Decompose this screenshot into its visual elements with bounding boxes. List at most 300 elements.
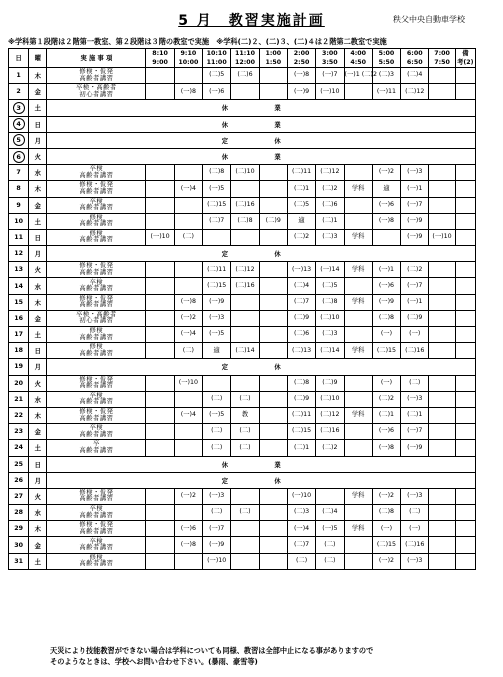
schedule-cell [146, 213, 174, 229]
schedule-cell: (二)11 [287, 165, 315, 181]
schedule-cell [344, 375, 372, 391]
time-end: 5:50 [378, 59, 395, 66]
table-row [9, 440, 476, 456]
schedule-cell [429, 553, 455, 569]
header-time-slot [401, 49, 429, 68]
header-time-slot [316, 49, 344, 68]
schedule-cell: (二)12 [316, 165, 344, 181]
schedule-cell: (一)1 [401, 294, 429, 310]
schedule-cell [203, 229, 231, 245]
schedule-cell: (二) [231, 391, 259, 407]
schedule-cell [231, 521, 259, 537]
schedule-cell: (一)7 [401, 197, 429, 213]
row-date: 23 [9, 424, 29, 440]
plan-line: 卒検 [89, 391, 104, 399]
plan-line: 高齢者講習 [79, 382, 114, 390]
schedule-cell: (二)1 [401, 407, 429, 423]
schedule-cell [455, 407, 475, 423]
schedule-cell: (二) [231, 505, 259, 521]
row-weekday: 月 [29, 359, 47, 375]
schedule-cell: (二)2 [372, 391, 400, 407]
schedule-cell: (二)3 [316, 229, 344, 245]
schedule-cell: (一)8 [372, 213, 400, 229]
row-date: 27 [9, 488, 29, 504]
header-time-slot [372, 49, 400, 68]
row-weekday: 火 [29, 488, 47, 504]
row-plan [47, 521, 146, 537]
schedule-cell: (二)7 [203, 213, 231, 229]
table-row [9, 310, 476, 326]
row-plan [47, 229, 146, 245]
plan-line: 高齢者講習 [79, 527, 114, 535]
table-row [9, 165, 476, 181]
schedule-cell [259, 294, 287, 310]
schedule-cell: 学科 [344, 262, 372, 278]
row-weekday: 金 [29, 424, 47, 440]
schedule-cell: (一)11 [372, 84, 400, 100]
schedule-cell [231, 553, 259, 569]
schedule-cell [455, 343, 475, 359]
schedule-cell [259, 537, 287, 553]
table-row [9, 213, 476, 229]
table-row [9, 488, 476, 504]
schedule-cell [174, 391, 202, 407]
plan-line: 高齢者講習 [79, 301, 114, 309]
plan-line: 修検 [89, 327, 104, 335]
time-start: 1:00 [265, 50, 282, 57]
plan-line: 修検 [89, 213, 104, 221]
row-plan [47, 327, 146, 343]
schedule-cell: (一)9 [203, 537, 231, 553]
schedule-cell: (一)8 [174, 537, 202, 553]
schedule-cell [429, 294, 455, 310]
table-row [9, 359, 476, 375]
row-date: 19 [9, 359, 29, 375]
row-plan [47, 505, 146, 521]
schedule-cell [259, 391, 287, 407]
table-row [9, 343, 476, 359]
schedule-cell [344, 424, 372, 440]
table-row [9, 116, 476, 132]
schedule-cell: (二)8 [372, 310, 400, 326]
schedule-cell [174, 262, 202, 278]
schedule-cell: (二)1 [287, 440, 315, 456]
schedule-cell: (二)2 [316, 440, 344, 456]
schedule-cell: (二)16 [231, 197, 259, 213]
schedule-cell: (一)2 [174, 310, 202, 326]
schedule-cell [174, 213, 202, 229]
row-date: 22 [9, 407, 29, 423]
schedule-cell: (二)10 [316, 391, 344, 407]
table-row [9, 84, 476, 100]
holiday-label: 休 業 [47, 148, 476, 164]
time-end: 6:50 [406, 59, 423, 66]
row-weekday: 土 [29, 440, 47, 456]
row-date [9, 116, 29, 132]
row-weekday: 月 [29, 132, 47, 148]
row-plan [47, 440, 146, 456]
table-row [9, 262, 476, 278]
header-time-slot [259, 49, 287, 68]
plan-line: 卒検 [89, 197, 104, 205]
schedule-cell: (一)2 [174, 488, 202, 504]
schedule-cell [174, 68, 202, 84]
row-weekday: 日 [29, 456, 47, 472]
time-start: 8:10 [152, 50, 168, 57]
row-weekday: 火 [29, 262, 47, 278]
schedule-cell: (一)3 [401, 391, 429, 407]
schedule-cell: (二) [401, 375, 429, 391]
schedule-cell: (一) [401, 521, 429, 537]
schedule-cell: (二)8 [372, 505, 400, 521]
schedule-cell: (一)7 [401, 278, 429, 294]
schedule-cell: (二)6 [287, 327, 315, 343]
schedule-cell [174, 424, 202, 440]
schedule-cell [455, 424, 475, 440]
table-row [9, 148, 476, 164]
row-plan [47, 375, 146, 391]
schedule-cell [174, 165, 202, 181]
schedule-cell [344, 165, 372, 181]
schedule-cell [146, 84, 174, 100]
time-start: 10:10 [206, 50, 227, 57]
schedule-cell [455, 537, 475, 553]
schedule-cell [259, 197, 287, 213]
schedule-cell [231, 310, 259, 326]
plan-line: 高齢者講習 [79, 333, 114, 341]
schedule-cell [259, 407, 287, 423]
time-start: 9:10 [180, 50, 197, 57]
schedule-cell: (一)7 [316, 68, 344, 84]
row-date: 26 [9, 472, 29, 488]
table-row [9, 521, 476, 537]
row-date: 20 [9, 375, 29, 391]
schedule-cell: (一)5 [203, 327, 231, 343]
schedule-cell: (一)10 [146, 229, 174, 245]
row-date: 29 [9, 521, 29, 537]
schedule-cell [231, 294, 259, 310]
row-weekday: 金 [29, 537, 47, 553]
schedule-cell: (二)14 [316, 343, 344, 359]
schedule-cell: (二)9 [316, 375, 344, 391]
schedule-cell [455, 68, 475, 84]
schedule-cell: (一)10 [287, 488, 315, 504]
time-start: 2:00 [293, 50, 310, 57]
plan-line: 高齢者講習 [79, 268, 114, 276]
row-weekday: 日 [29, 116, 47, 132]
plan-line: 修検・仮発 [79, 408, 114, 416]
plan-line: 高齢者講習 [79, 74, 114, 82]
schedule-cell: (二)6 [316, 197, 344, 213]
schedule-cell [146, 165, 174, 181]
plan-line: 高齢者講習 [79, 398, 114, 406]
row-date: 15 [9, 294, 29, 310]
schedule-cell: (二)6 [231, 68, 259, 84]
schedule-cell [429, 327, 455, 343]
footer-note [50, 645, 373, 667]
schedule-cell [146, 424, 174, 440]
schedule-cell: (一)5 [316, 521, 344, 537]
schedule-cell [455, 294, 475, 310]
plan-line: 高齢者講習 [79, 495, 114, 503]
schedule-cell [455, 181, 475, 197]
schedule-cell: (二)16 [401, 343, 429, 359]
schedule-cell: (二) [287, 553, 315, 569]
schedule-cell [455, 553, 475, 569]
schedule-cell: (二)12 [316, 407, 344, 423]
schedule-cell: (一)7 [203, 521, 231, 537]
table-row [9, 294, 476, 310]
schedule-cell: (二)3 [287, 505, 315, 521]
schedule-cell [429, 343, 455, 359]
schedule-cell: (二)12 [401, 84, 429, 100]
schedule-cell: (二)11 [287, 407, 315, 423]
schedule-cell: (二)8 [316, 294, 344, 310]
schedule-cell [259, 278, 287, 294]
schedule-cell: (一)7 [401, 424, 429, 440]
schedule-cell [146, 553, 174, 569]
schedule-cell: (二) [231, 424, 259, 440]
row-weekday: 水 [29, 391, 47, 407]
schedule-cell [455, 310, 475, 326]
row-date [9, 132, 29, 148]
row-weekday: 水 [29, 505, 47, 521]
schedule-cell: (一)8 [287, 68, 315, 84]
schedule-cell: (二)4 [401, 68, 429, 84]
row-plan [47, 537, 146, 553]
plan-line: 高齢者講習 [79, 511, 114, 519]
time-start: 6:00 [406, 50, 423, 57]
schedule-cell: (二)9 [401, 310, 429, 326]
header-time-slot [231, 49, 259, 68]
schedule-cell [259, 553, 287, 569]
schedule-cell [429, 424, 455, 440]
row-plan [47, 294, 146, 310]
schedule-cell [146, 343, 174, 359]
schedule-cell [429, 213, 455, 229]
row-weekday: 月 [29, 472, 47, 488]
time-start: 5:00 [378, 50, 395, 57]
schedule-cell [203, 375, 231, 391]
schedule-cell [344, 440, 372, 456]
row-weekday: 土 [29, 553, 47, 569]
row-date: 11 [9, 229, 29, 245]
schedule-cell: (一) [372, 521, 400, 537]
header-row [9, 49, 476, 68]
table-row [9, 68, 476, 84]
schedule-cell: (二)15 [287, 424, 315, 440]
schedule-cell: (一)4 [174, 407, 202, 423]
time-end: 9:00 [152, 59, 168, 66]
schedule-cell [455, 165, 475, 181]
schedule-cell: (二)4 [287, 278, 315, 294]
plan-line: 卒検 [89, 165, 104, 173]
schedule-cell: 学科 [344, 181, 372, 197]
schedule-cell: (一)4 [174, 181, 202, 197]
row-date: 25 [9, 456, 29, 472]
row-weekday: 火 [29, 148, 47, 164]
schedule-cell: (一)10 [316, 84, 344, 100]
schedule-cell: (二)9 [287, 310, 315, 326]
schedule-cell: (二) [203, 440, 231, 456]
schedule-cell [455, 375, 475, 391]
schedule-cell: (一)9 [401, 213, 429, 229]
plan-line: 高齢者講習 [79, 560, 114, 568]
row-plan [47, 310, 146, 326]
holiday-label: 定 休 [47, 472, 476, 488]
plan-line: 修検・仮発 [79, 181, 114, 189]
schedule-cell: (二)15 [372, 537, 400, 553]
row-weekday: 日 [29, 343, 47, 359]
table-row [9, 132, 476, 148]
time-end: 3:50 [322, 59, 338, 66]
row-plan [47, 181, 146, 197]
table-row [9, 553, 476, 569]
schedule-cell: (二)1 [372, 407, 400, 423]
time-end: 2:50 [293, 59, 310, 66]
schedule-cell: 学科 [344, 407, 372, 423]
plan-line: 卒 [93, 440, 100, 448]
schedule-cell: (二)5 [203, 68, 231, 84]
row-plan [47, 197, 146, 213]
table-row [9, 391, 476, 407]
holiday-label: 定 休 [47, 132, 476, 148]
table-row [9, 197, 476, 213]
table-row [9, 456, 476, 472]
plan-line: 卒検・高齢者 [76, 84, 117, 92]
schedule-cell: (一) [401, 327, 429, 343]
plan-line: 高齢者講習 [79, 544, 114, 552]
row-plan [47, 391, 146, 407]
schedule-cell [259, 165, 287, 181]
time-end: 12:00 [234, 59, 255, 66]
schedule-cell [259, 440, 287, 456]
schedule-cell: (二)8 [203, 165, 231, 181]
schedule-cell: (一)6 [372, 424, 400, 440]
row-weekday: 金 [29, 84, 47, 100]
schedule-cell [231, 488, 259, 504]
schedule-cell: (一)5 [203, 407, 231, 423]
holiday-label: 休 業 [47, 456, 476, 472]
plan-line: 修検・仮発 [79, 488, 114, 496]
schedule-cell: (一)1 [372, 262, 400, 278]
schedule-cell [429, 197, 455, 213]
row-weekday: 日 [29, 229, 47, 245]
row-plan [47, 407, 146, 423]
schedule-cell [344, 84, 372, 100]
row-weekday: 火 [29, 375, 47, 391]
schedule-table [8, 48, 476, 570]
schedule-cell: (二)16 [401, 537, 429, 553]
schedule-cell: 適 [287, 213, 315, 229]
time-start: 備 [462, 50, 469, 57]
schedule-cell [344, 197, 372, 213]
schedule-cell: (二)12 [231, 262, 259, 278]
plan-line: 卒検 [89, 424, 104, 432]
plan-line: 卒検 [89, 537, 104, 545]
row-plan [47, 84, 146, 100]
schedule-cell [146, 407, 174, 423]
row-weekday: 金 [29, 197, 47, 213]
schedule-cell [455, 262, 475, 278]
row-weekday: 水 [29, 278, 47, 294]
schedule-cell [372, 229, 400, 245]
plan-line: 修検 [89, 553, 104, 561]
table-row [9, 100, 476, 116]
schedule-cell [146, 505, 174, 521]
schedule-cell: (二) [203, 391, 231, 407]
row-weekday: 木 [29, 294, 47, 310]
schedule-cell [429, 375, 455, 391]
schedule-cell: (二)7 [287, 294, 315, 310]
note-text: ※学科第１段階は２階第一教室、第２段階は３階の教室で実施 ※学科(二)２、(二)３、(二)４は２階第二教室で実施 [8, 37, 387, 46]
row-weekday: 木 [29, 407, 47, 423]
schedule-cell: (一)8 [174, 294, 202, 310]
plan-line: 高齢者講習 [79, 171, 114, 179]
row-date: 18 [9, 343, 29, 359]
row-date: 28 [9, 505, 29, 521]
table-row [9, 537, 476, 553]
schedule-cell [146, 440, 174, 456]
schedule-cell [174, 197, 202, 213]
schedule-cell: (二) [316, 553, 344, 569]
schedule-cell: (二)7 [287, 537, 315, 553]
row-date: 7 [9, 165, 29, 181]
time-end: 4:50 [350, 59, 366, 66]
schedule-cell: (二) [203, 505, 231, 521]
row-plan [47, 68, 146, 84]
schedule-cell: (一)10 [203, 553, 231, 569]
plan-line: 卒検 [89, 278, 104, 286]
schedule-cell [231, 229, 259, 245]
schedule-cell [455, 440, 475, 456]
schedule-cell: (一)9 [372, 294, 400, 310]
plan-line: 高齢者講習 [79, 285, 114, 293]
plan-line: 修検 [89, 229, 104, 237]
plan-line: 修検・仮発 [79, 521, 114, 529]
schedule-cell [344, 327, 372, 343]
schedule-cell: 学科 [344, 488, 372, 504]
holiday-label: 休 業 [47, 116, 476, 132]
schedule-cell [344, 310, 372, 326]
time-start: 11:10 [234, 50, 255, 57]
plan-line: 高齢者講習 [79, 414, 114, 422]
schedule-cell [259, 262, 287, 278]
footer-line: そのようなときは、学校へお問い合わせ下さい。(暴雨、豪雪等) [50, 657, 258, 666]
schedule-cell [455, 505, 475, 521]
plan-line: 修検・仮発 [79, 375, 114, 383]
table-row [9, 181, 476, 197]
plan-line: 修検・仮発 [79, 262, 114, 270]
row-date: 8 [9, 181, 29, 197]
table-row [9, 278, 476, 294]
schedule-cell [259, 327, 287, 343]
schedule-cell: (二)1 [287, 181, 315, 197]
header-time-slot [287, 49, 315, 68]
plan-line: 初心者講習 [79, 317, 114, 325]
schedule-cell: (二)2 [287, 229, 315, 245]
header-time-slot [146, 49, 174, 68]
time-end: 考(2) [457, 59, 474, 66]
row-date [9, 148, 29, 164]
schedule-cell: (一)2 [372, 165, 400, 181]
schedule-cell [429, 505, 455, 521]
row-weekday: 水 [29, 165, 47, 181]
row-date: 16 [9, 310, 29, 326]
schedule-cell: 適 [372, 181, 400, 197]
schedule-cell [231, 327, 259, 343]
plan-line: 高齢者講習 [79, 220, 114, 228]
